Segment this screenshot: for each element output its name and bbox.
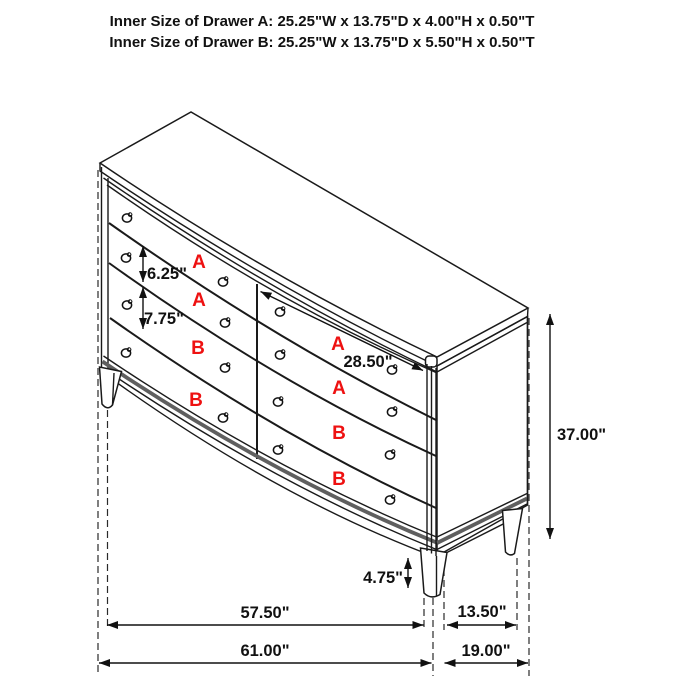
dim-label-4-75: 4.75": [363, 569, 403, 587]
front-left-leg: [100, 367, 122, 408]
dim-label-13-50: 13.50": [457, 603, 507, 621]
dim-label-57-50: 57.50": [240, 604, 290, 622]
left-bank-row4-label: B: [189, 390, 203, 411]
dresser-drawing: [100, 112, 529, 597]
left-bank-row3-label: B: [191, 338, 205, 359]
dim-overall-height: [550, 314, 606, 539]
dim-overall-depth: [445, 642, 529, 663]
back-right-leg: [503, 509, 523, 555]
dim-label-28-50: 28.50": [343, 353, 393, 371]
left-bank-row2-label: A: [192, 290, 206, 311]
dim-label-37-00: 37.00": [557, 426, 607, 444]
right-bank-row1-label: A: [331, 334, 345, 355]
dim-front-leg-span: [107, 604, 424, 625]
title-line-2: Inner Size of Drawer B: 25.25"W x 13.75"D x 5.50"H x 0.50"T: [109, 34, 535, 51]
dim-label-19-00: 19.00": [461, 642, 511, 660]
dim-label-6-25: 6.25": [147, 265, 187, 283]
right-bank-row4-label: B: [332, 469, 346, 490]
dim-label-61-00: 61.00": [240, 642, 290, 660]
dim-leg-height: [363, 558, 408, 588]
dim-side-leg-span: [447, 603, 516, 625]
dim-overall-width: [99, 642, 432, 663]
right-bank-row3-label: B: [332, 423, 346, 444]
front-right-leg: [421, 548, 448, 597]
right-bank-row2-label: A: [332, 378, 346, 399]
left-bank-row1-label: A: [192, 252, 206, 273]
title-line-1: Inner Size of Drawer A: 25.25"W x 13.75"D x 4.00"H x 0.50"T: [109, 13, 535, 30]
dim-label-7-75: 7.75": [144, 310, 184, 328]
